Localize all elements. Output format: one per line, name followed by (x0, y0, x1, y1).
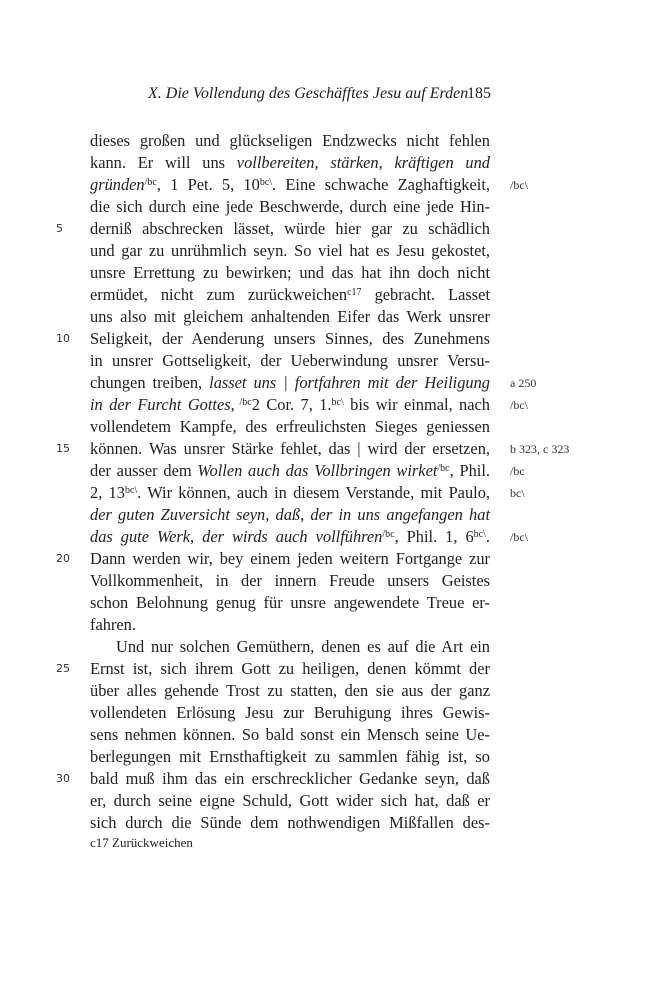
text-line-25: Ernst ist, sich ihrem Gott zu heiligen, denen kömmt der (90, 659, 490, 678)
text-line-18: der guten Zuversicht seyn, daß, der in uns angefangen hat (90, 505, 490, 524)
text-line-15: können. Was unsrer Stärke fehlet, das | wird der ersetzen, (90, 439, 490, 458)
text-line-19: das gute Werk, der wirds auch vollführen$^{/bc}$, Phil. 1, $6^{bc\backslash}$. (90, 527, 490, 546)
text-line-23: fahren. (90, 615, 136, 634)
text-line-4: die sich durch eine jede Beschwerde, durch eine jede Hin- (90, 197, 490, 216)
text-line-20: Dann werden wir, bey einem jeden weitern Fortgange zur (90, 549, 490, 568)
text-line-12: chungen treiben, lasset uns | fortfahren mit der Heiligung (90, 373, 490, 392)
text-line-28: sens nehmen können. So bald sonst ein Mensch seine Ue- (90, 725, 490, 744)
text-line-8: ermüdet, nicht zum zurückweichen$^{c17}$ gebracht. Lasset (90, 285, 490, 304)
text-line-21: Vollkommenheit, in der innern Freude unsers Geistes (90, 571, 490, 590)
text-line-10: Seligkeit, der Aenderung unsers Sinnes, des Zunehmens (90, 329, 490, 348)
text-line-17: 2, $13^{bc\backslash}$. Wir können, auch in diesem Verstande, mit Paulo, (90, 483, 490, 502)
text-line-27: vollendeten Erlösung Jesu zur Beruhigung ihres Gewis- (90, 703, 490, 722)
margin-note-line-13: /bc\ (510, 398, 528, 412)
text-line-1: dieses großen und glückseligen Endzwecks nicht fehlen (90, 131, 490, 150)
text-line-6: und gar zu unrühmlich seyn. So viel hat es Jesu gekostet, (90, 241, 490, 260)
text-line-9: uns also mit gleichem anhaltenden Eifer das Werk unsrer (90, 307, 490, 326)
text-line-26: über alles gehende Trost zu statten, den sie aus der ganz (90, 681, 490, 700)
margin-note-line-15: b 323, c 323 (510, 442, 570, 456)
running-header-title: X. Die Vollendung des Geschäfftes Jesu auf Erden (148, 85, 469, 102)
line-number-15: 15 (56, 442, 70, 455)
text-line-16: der ausser dem Wollen auch das Vollbringen wirket$^{/bc}$, Phil. (90, 461, 490, 480)
line-number-10: 10 (56, 332, 70, 345)
main-text (90, 130, 490, 834)
text-line-30: bald muß ihm das ein erschrecklicher Gedanke seyn, daß (90, 769, 490, 788)
text-line-3: gründen$^{/bc}$, 1 Pet. 5, $10^{bc\backslash}$. Eine schwache Zaghaftigkeit, (90, 175, 490, 194)
line-number-20: 20 (56, 552, 70, 565)
text-line-13: in der Furcht Gottes, $^{/bc}$2 Cor. 7, 1.$^{bc\backslash}$ bis wir einmal, nach (90, 395, 490, 414)
footnote: c17 Zurückweichen (90, 835, 193, 850)
line-number-5: 5 (56, 222, 63, 235)
margin-note-line-12: a 250 (510, 376, 537, 390)
margin-note-line-3: /bc\ (510, 178, 528, 192)
text-line-7: unsre Errettung zu bewirken; und das hat ihn doch nicht (90, 263, 490, 282)
text-line-24: Und nur solchen Gemüthern, denen es auf die Art ein (116, 637, 490, 656)
margin-note-line-19: /bc\ (510, 530, 528, 544)
text-line-29: berlegungen mit Ernsthaftigkeit zu sammlen fähig ist, so (90, 747, 490, 766)
text-line-22: schon Belohnung genug für unsre angewendete Treue er- (90, 593, 490, 612)
text-line-2: kann. Er will uns vollbereiten, stärken, kräftigen und (90, 153, 490, 172)
text-line-14: vollendetem Kampfe, des erfreulichsten Sieges geniessen (90, 417, 490, 436)
text-line-5: derniß abschrecken lässet, würde hier gar zu schädlich (90, 219, 490, 238)
line-number-25: 25 (56, 662, 70, 675)
margin-note-line-16: /bc (510, 464, 525, 478)
margin-note-line-17: bc\ (510, 486, 525, 500)
line-number-30: 30 (56, 772, 70, 785)
page-number: 185 (467, 85, 491, 102)
text-line-32: sich durch die Sünde dem nothwendigen Mißfallen des- (90, 813, 490, 832)
text-line-31: er, durch seine eigne Schuld, Gott wider sich hat, daß er (90, 791, 490, 810)
text-line-11: in unsrer Gottseligkeit, der Ueberwindung unsrer Versu- (90, 351, 490, 370)
